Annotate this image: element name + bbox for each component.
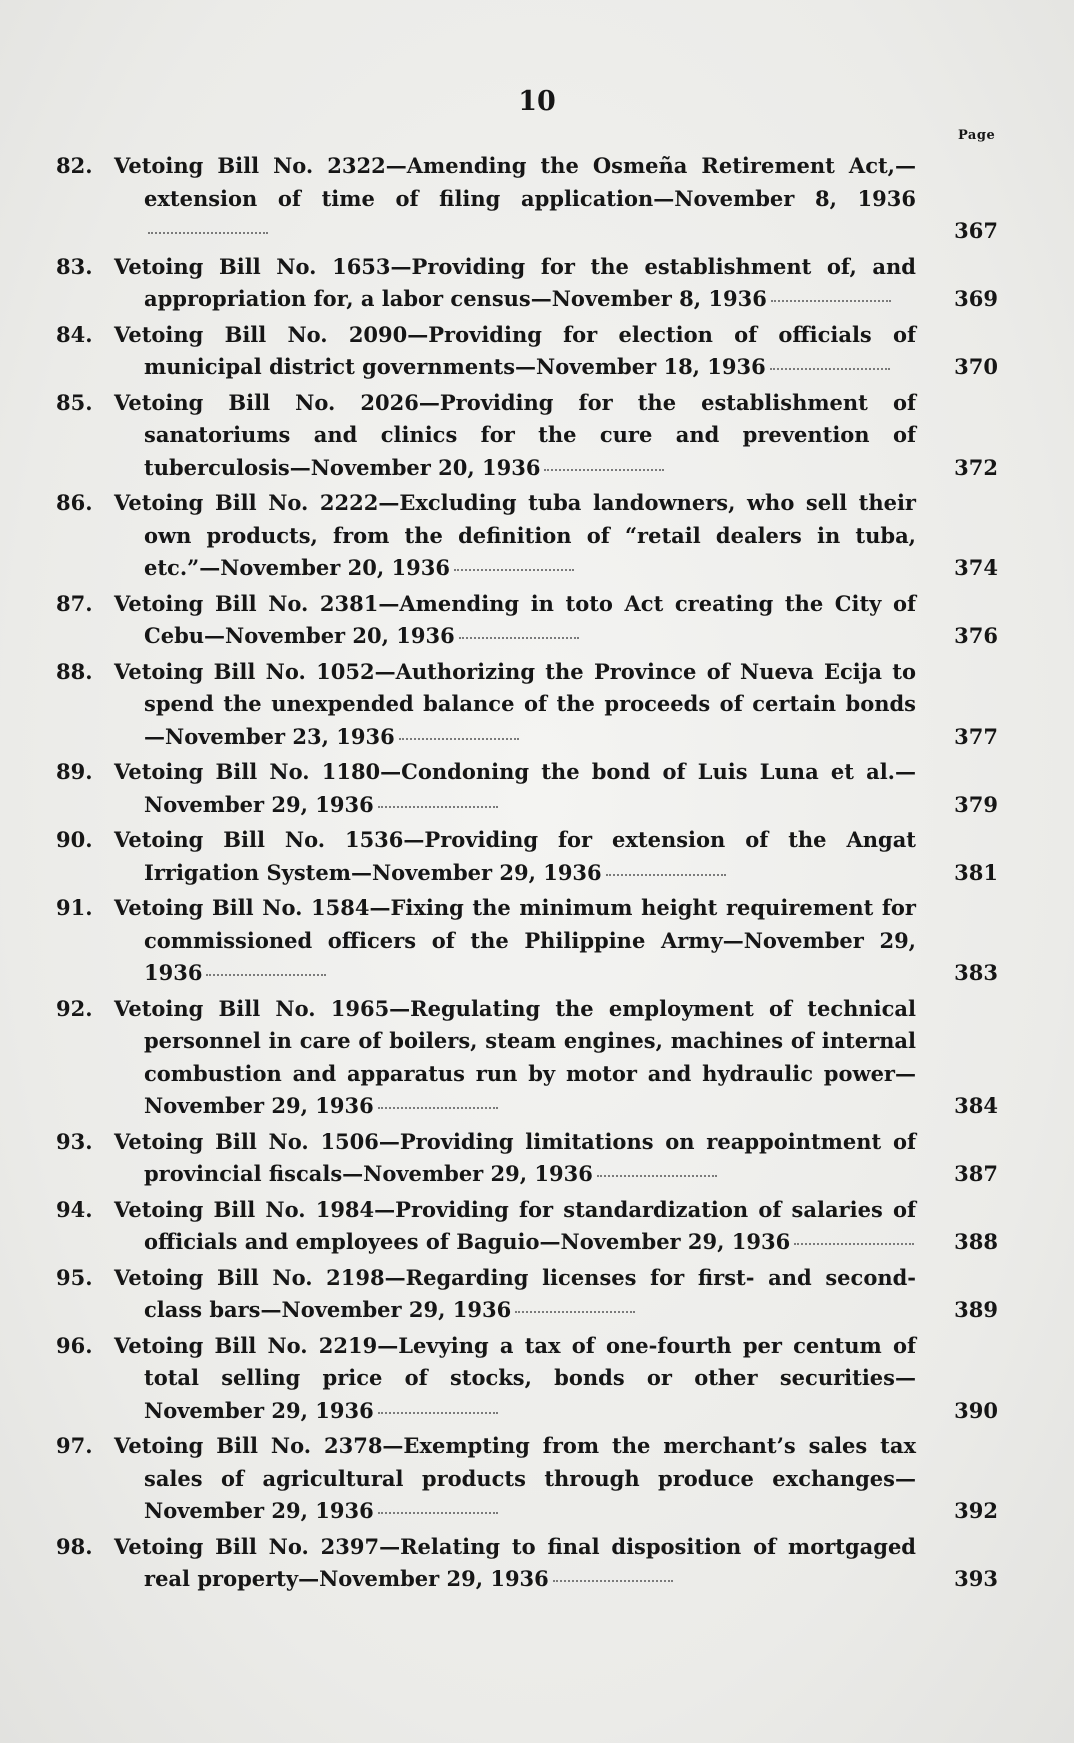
entry-text-block — [114, 1194, 916, 1259]
entry-title: Vetoing Bill No. 1653—Providing for the establishment of, and appropriation for, a labor census—November 8, 1936 — [114, 253, 916, 311]
entry-text-block — [114, 251, 916, 316]
entry-page-number: 376 — [954, 623, 998, 648]
entry-text-block — [114, 319, 916, 384]
entry-text-block — [114, 487, 916, 585]
entry-text-block — [114, 150, 916, 248]
table-of-contents — [56, 150, 1016, 1599]
entry-title: Vetoing Bill No. 1180—Condoning the bond of Luis Luna et al.—November 29, 1936 — [114, 759, 916, 817]
entry-text-block — [114, 756, 916, 821]
entry-page-number: 370 — [954, 354, 998, 379]
toc-entry — [56, 1194, 1016, 1259]
entry-text-block — [114, 1262, 916, 1327]
entry-number: 84. — [56, 321, 93, 347]
entry-number: 93. — [56, 1128, 93, 1154]
dot-leader — [597, 1175, 717, 1177]
entry-title: Vetoing Bill No. 2381—Amending in toto Act creating the City of Cebu—November 20, 1936 — [114, 590, 916, 648]
dot-leader — [606, 874, 726, 876]
entry-number: 88. — [56, 658, 93, 684]
entry-page-number: 377 — [954, 723, 998, 749]
dot-leader — [515, 1311, 635, 1313]
entry-text-block — [114, 1126, 916, 1191]
entry-text-block — [114, 656, 916, 754]
entry-title: Vetoing Bill No. 2378—Exempting from the merchant’s sales tax sales of agricultural products through produce exchanges—November 29, 1936 — [114, 1433, 916, 1523]
entry-title: Vetoing Bill No. 1506—Providing limitations on reappointment of provincial fiscals—November 29, 1936 — [114, 1128, 916, 1186]
entry-title: Vetoing Bill No. 1584—Fixing the minimum height requirement for commissioned officers of the Philippine Army—November 29, 1936 — [114, 895, 916, 985]
toc-entry — [56, 756, 1016, 821]
dot-leader — [399, 738, 519, 740]
entry-page-number: 383 — [954, 960, 998, 985]
entry-number: 98. — [56, 1533, 93, 1559]
entry-title: Vetoing Bill No. 2322—Amending the Osmeña Retirement Act,—extension of time of filing application—November 8, 1936 — [114, 153, 916, 211]
dot-leader — [378, 1107, 498, 1109]
entry-title: Vetoing Bill No. 2219—Levying a tax of one-fourth per centum of total selling price of stocks, bonds or other securities—November 29, 1936 — [114, 1332, 916, 1423]
toc-entry — [56, 1430, 1016, 1528]
dot-leader — [378, 806, 498, 808]
dot-leader — [148, 232, 268, 234]
toc-entry — [56, 150, 1016, 248]
toc-entry — [56, 1330, 1016, 1428]
entry-page-number: 390 — [954, 1397, 998, 1423]
entry-number: 89. — [56, 759, 93, 784]
entry-page-number: 384 — [954, 1093, 998, 1118]
dot-leader — [459, 637, 579, 639]
dot-leader — [378, 1412, 498, 1414]
toc-entry — [56, 656, 1016, 754]
entry-text-block — [114, 824, 916, 889]
toc-entry — [56, 824, 1016, 889]
entry-text-block — [114, 1430, 916, 1528]
entry-page-number: 389 — [954, 1297, 998, 1322]
entry-title: Vetoing Bill No. 2222—Excluding tuba landowners, who sell their own products, from the definition of “retail dealers in tuba, etc.”—November 20, 1936 — [114, 490, 916, 580]
entry-number: 97. — [56, 1433, 93, 1458]
entry-text-block — [114, 387, 916, 485]
toc-entry — [56, 1126, 1016, 1191]
entry-page-number: 388 — [954, 1229, 998, 1254]
entry-page-number: 367 — [954, 218, 998, 243]
entry-title: Vetoing Bill No. 2397—Relating to final disposition of mortgaged real property—November 29, 1936 — [114, 1533, 916, 1591]
entry-number: 96. — [56, 1332, 93, 1358]
entry-text-block — [114, 588, 916, 653]
entry-page-number: 392 — [954, 1498, 998, 1523]
dot-leader — [454, 569, 574, 571]
entry-title: Vetoing Bill No. 1965—Regulating the employment of technical personnel in care of boilers, steam engines, machines of internal combustion and apparatus run by motor and hydraulic power—November 29, 1936 — [114, 995, 916, 1118]
entry-text-block — [114, 892, 916, 990]
entry-number: 91. — [56, 895, 93, 920]
entry-number: 87. — [56, 590, 93, 616]
dot-leader — [378, 1512, 498, 1514]
entry-page-number: 369 — [954, 286, 998, 311]
entry-page-number: 372 — [954, 454, 998, 480]
entry-text-block — [114, 1531, 916, 1596]
entry-title: Vetoing Bill No. 2090—Providing for election of officials of municipal district governments—November 18, 1936 — [114, 321, 916, 379]
toc-entry — [56, 487, 1016, 585]
toc-entry — [56, 1531, 1016, 1596]
entry-page-number: 381 — [954, 859, 998, 885]
entry-number: 85. — [56, 389, 93, 415]
entry-title: Vetoing Bill No. 1052—Authorizing the Province of Nueva Ecija to spend the unexpended balance of the proceeds of certain bonds—November 23, 1936 — [114, 658, 916, 749]
toc-entry — [56, 993, 1016, 1123]
dot-leader — [794, 1243, 914, 1245]
toc-entry — [56, 892, 1016, 990]
entry-number: 95. — [56, 1264, 93, 1290]
dot-leader — [206, 974, 326, 976]
entry-number: 92. — [56, 995, 93, 1021]
entry-page-number: 374 — [954, 555, 998, 580]
entry-text-block — [114, 1330, 916, 1428]
toc-entry — [56, 251, 1016, 316]
toc-entry — [56, 588, 1016, 653]
entry-number: 83. — [56, 253, 93, 279]
dot-leader — [770, 368, 890, 370]
page-column-heading: Page — [958, 128, 996, 143]
toc-entry — [56, 1262, 1016, 1327]
entry-page-number: 379 — [954, 791, 998, 817]
toc-entry — [56, 387, 1016, 485]
entry-text-block — [114, 993, 916, 1123]
dot-leader — [544, 469, 664, 471]
entry-number: 82. — [56, 153, 93, 178]
entry-title: Vetoing Bill No. 1984—Providing for standardization of salaries of officials and employees of Baguio—November 29, 1936 — [114, 1196, 916, 1254]
toc-entry — [56, 319, 1016, 384]
entry-title: Vetoing Bill No. 1536—Providing for extension of the Angat Irrigation System—November 29, 1936 — [114, 827, 916, 885]
entry-number: 94. — [56, 1196, 93, 1222]
entry-page-number: 393 — [954, 1566, 998, 1591]
entry-title: Vetoing Bill No. 2198—Regarding licenses for first- and second-class bars—November 29, 1936 — [114, 1264, 916, 1322]
dot-leader — [771, 300, 891, 302]
entry-page-number: 387 — [954, 1161, 998, 1186]
entry-number: 90. — [56, 827, 93, 852]
entry-title: Vetoing Bill No. 2026—Providing for the establishment of sanatoriums and clinics for the cure and prevention of tuberculosis—November 20, 1936 — [114, 389, 916, 480]
entry-number: 86. — [56, 490, 93, 515]
page-number: 10 — [518, 86, 556, 117]
dot-leader — [553, 1580, 673, 1582]
